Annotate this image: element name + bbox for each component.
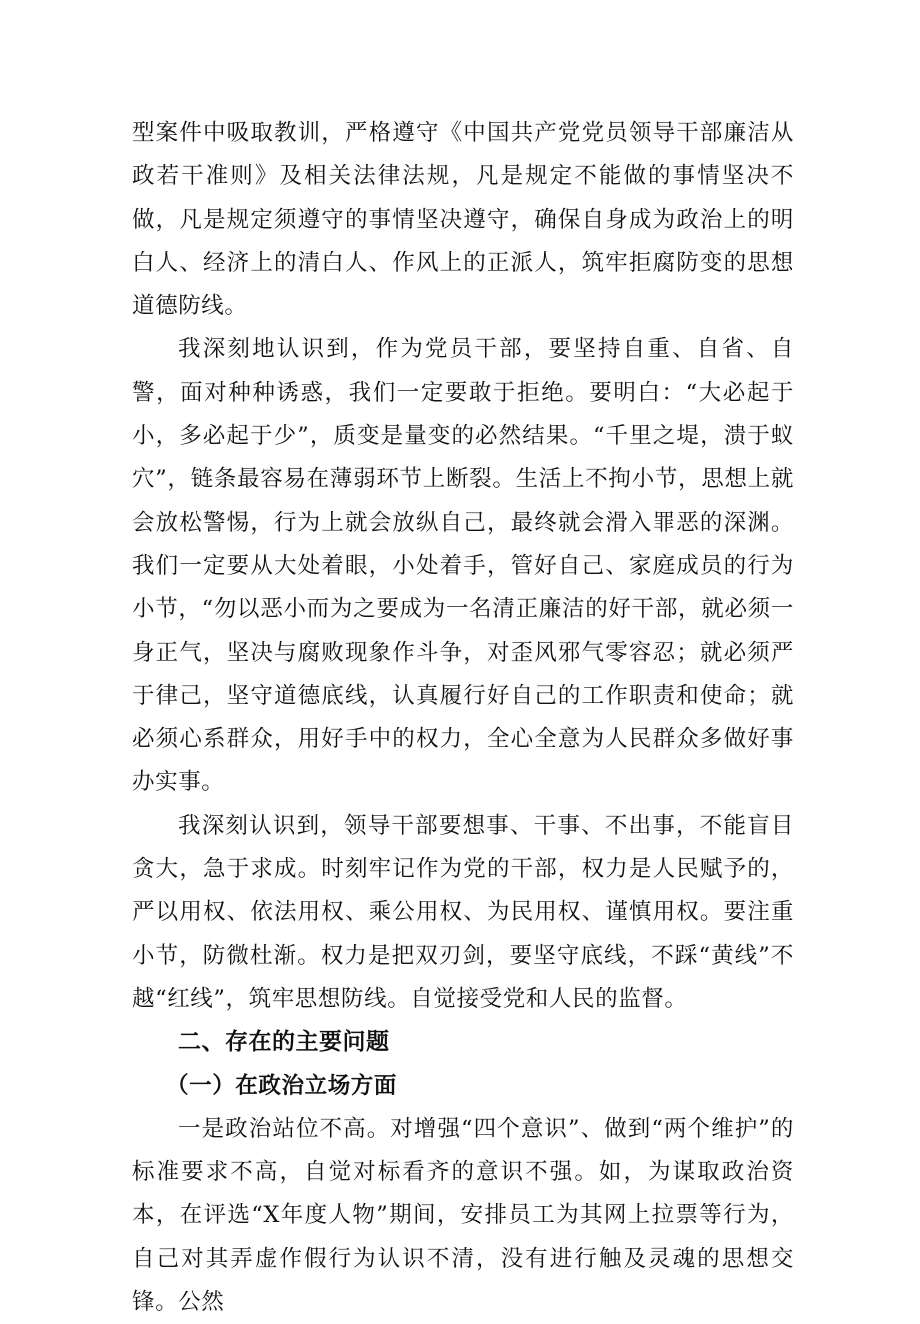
paragraph-self-discipline: 我深刻地认识到，作为党员干部，要坚持自重、自省、自警，面对种种诱惑，我们一定要敢于拒绝。要明白：“大必起于小，多必起于少”，质变是量变的必然结果。“千里之堤，溃于蚁穴”，链条最容易在薄弱环节上断裂。生活上不拘小节，思想上就会放松警惕，行为上就会放纵自己，最终就会滑入罪恶的深渊。我们一定要从大处着眼，小处着手，管好自己、家庭成员的行为小节，“勿以恶小而为之要成为一名清正廉洁的好干部，就必须一身正气，坚决与腐败现象作斗争，对歪风邪气零容忍；就必须严于律己，坚守道德底线，认真履行好自己的工作职责和使命；就必须心系群众，用好手中的权力，全心全意为人民群众多做好事办实事。: [132, 336, 794, 796]
subsection-heading: （一）在政治立场方面: [166, 1072, 398, 1099]
paragraph-political-stance: 一是政治站位不高。对增强“四个意识”、做到“两个维护”的标准要求不高，自觉对标看齐的意识不强。如，为谋取政治资本，在评选“X年度人物”期间，安排员工为其网上拉票等行为，自己对其弄虚作假行为认识不清，没有进行触及灵魂的思想交锋。公然: [132, 1115, 794, 1316]
section-heading: 二、存在的主要问题: [178, 1029, 390, 1056]
paragraph-continued: 型案件中吸取教训，严格遵守《中国共产党党员领导干部廉洁从政若干准则》及相关法律法规，凡是规定不能做的事情坚决不做，凡是规定须遵守的事情坚决遵守，确保自身成为政治上的明白人、经济上的清白人、作风上的正派人，筑牢拒腐防变的思想道德防线。: [132, 120, 794, 320]
document-body: [132, 112, 794, 1324]
paragraph-power-use: 我深刻认识到，领导干部要想事、干事、不出事，不能盲目贪大，急于求成。时刻牢记作为党的干部，权力是人民赋予的，严以用权、依法用权、乘公用权、为民用权、谨慎用权。要注重小节，防微杜渐。权力是把双刃剑，要坚守底线，不踩“黄线”不越“红线”，筑牢思想防线。自觉接受党和人民的监督。: [132, 812, 794, 1012]
